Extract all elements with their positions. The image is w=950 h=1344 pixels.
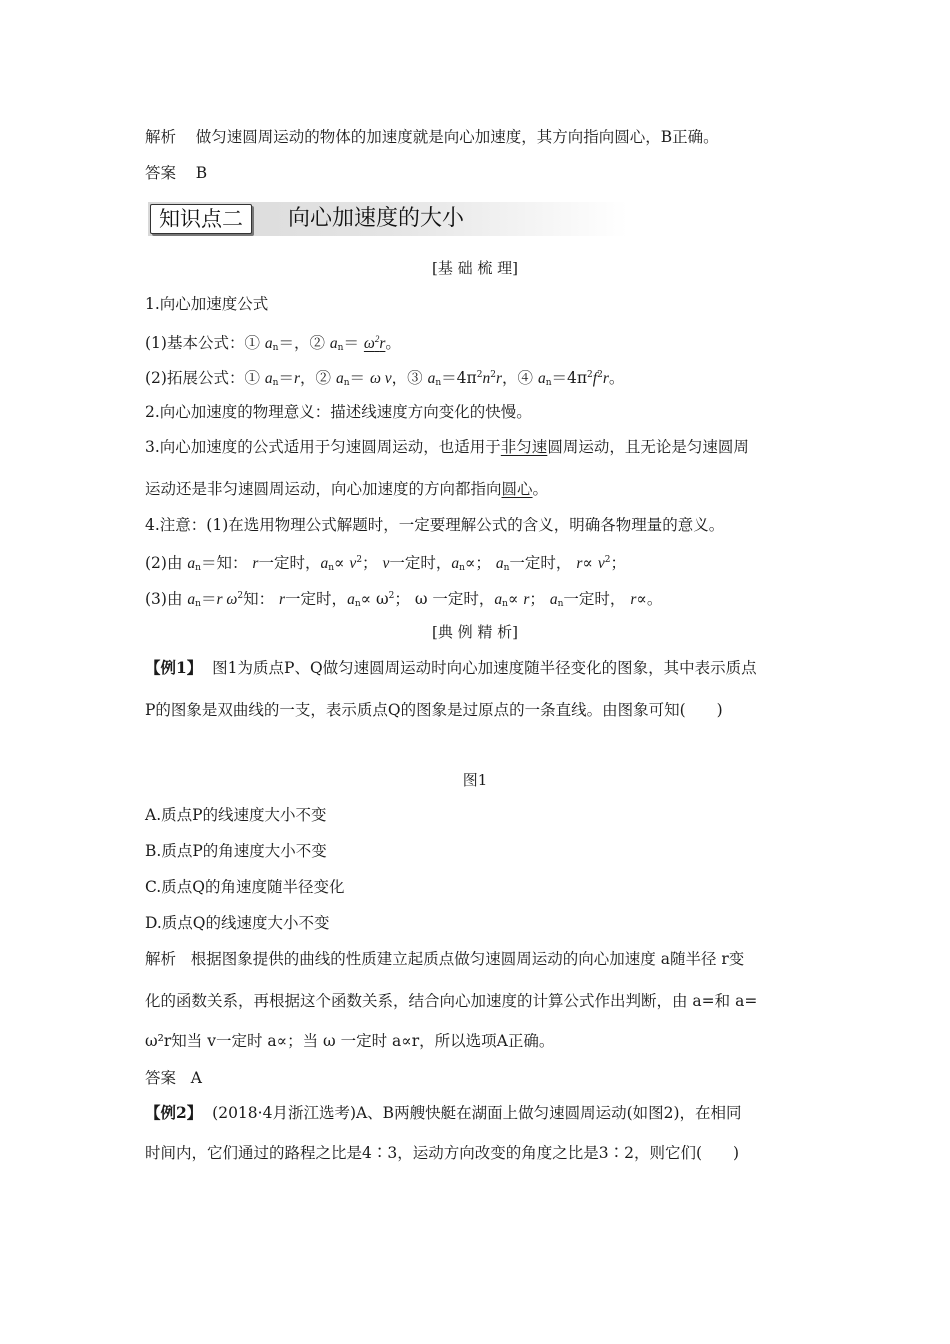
example-1-answer	[145, 1068, 202, 1088]
analysis-text: 做匀速圆周运动的物体的加速度就是向心加速度，其方向指向圆心，B正确。	[195, 128, 719, 146]
analysis-label: 解析	[145, 950, 177, 968]
intro-answer	[145, 163, 207, 183]
item-2: 2.向心加速度的物理意义：描述线速度方向变化的快慢。	[145, 403, 532, 421]
section-banner	[148, 202, 628, 236]
option-a: A.质点P的线速度大小不变	[145, 806, 327, 824]
answer-label: 答案	[145, 1069, 177, 1087]
example-1-analysis-line-3: ω²r知当 v一定时 a∝；当 ω 一定时 a∝r，所以选项A正确。	[145, 1032, 555, 1050]
section-heading-examples: [典 例 精 析]	[431, 623, 518, 641]
underlined-answer-center: 圆心	[501, 480, 533, 498]
option-d: D.质点Q的线速度大小不变	[145, 914, 330, 932]
item-4-line-2: (2)由 $a_n=$知： r一定时，$a_n\propto v^2$； v一定时，$a_n\propto$； $a_n$一定时， $r\propto v^2$；	[145, 554, 626, 573]
example-1-line-2: P的图象是双曲线的一支，表示质点Q的图象是过原点的一条直线。由图象可知( )	[145, 701, 723, 719]
example-2-label: 【例2】	[145, 1103, 203, 1122]
example-1-label: 【例1】	[145, 658, 203, 677]
banner-tag: 知识点二	[150, 204, 252, 234]
example-1-analysis-line-2: 化的函数关系，再根据这个函数关系，结合向心加速度的计算公式作出判断，由 a=和 a=	[145, 992, 758, 1010]
extended-formula-line: (2)拓展公式：① $a_n=r$，② $a_n= \omega$ v，③ $a_n=4\pi^2n^2r$，④ $a_n=4\pi^2f^2r$。	[145, 369, 625, 388]
analysis-label: 解析	[145, 128, 177, 146]
item-4-line-3: (3)由 $a_n=r$ $\omega^2$知： r一定时，$a_n\propto \omega^2$； ω 一定时，$a_n\propto r$； $a_n$一定时， r∝。	[145, 590, 663, 609]
item-4-line-1: 4.注意：(1)在选用物理公式解题时，一定要理解公式的含义，明确各物理量的意义。	[145, 516, 725, 534]
answer-value: A	[190, 1069, 202, 1087]
basic-formula-line: (1)基本公式：① $a_n=$，② $a_n= \omega^2r$。	[145, 334, 401, 353]
item-3-line-2: 运动还是非匀速圆周运动，向心加速度的方向都指向圆心。	[145, 480, 549, 498]
example-2-line-2: 时间内，它们通过的路程之比是4∶3，运动方向改变的角度之比是3∶2，则它们( )	[145, 1144, 740, 1162]
item-3-line-1: 3.向心加速度的公式适用于匀速圆周运动，也适用于非匀速圆周运动，且无论是匀速圆周	[145, 438, 749, 456]
option-c: C.质点Q的角速度随半径变化	[145, 878, 345, 896]
answer-label: 答案	[145, 164, 177, 182]
option-b: B.质点P的角速度大小不变	[145, 842, 327, 860]
example-1-analysis-line-1: 解析 根据图象提供的曲线的性质建立起质点做匀速圆周运动的向心加速度 a随半径 r变	[145, 950, 745, 968]
banner-title: 向心加速度的大小	[288, 206, 465, 231]
example-2-line-1: 【例2】 (2018·4月浙江选考)A、B两艘快艇在湖面上做匀速圆周运动(如图2)，在相同	[145, 1103, 742, 1122]
figure-1-caption: 图1	[462, 771, 488, 789]
example-1-line-1: 【例1】 图1为质点P、Q做匀速圆周运动时向心加速度随半径变化的图象，其中表示质点	[145, 658, 757, 677]
section-heading-basics: [基 础 梳 理]	[431, 259, 518, 277]
underlined-answer-non-uniform: 非匀速	[500, 438, 548, 456]
item-1-heading: 1.向心加速度公式	[145, 295, 269, 313]
intro-analysis	[145, 127, 719, 147]
answer-value: B	[195, 164, 208, 182]
